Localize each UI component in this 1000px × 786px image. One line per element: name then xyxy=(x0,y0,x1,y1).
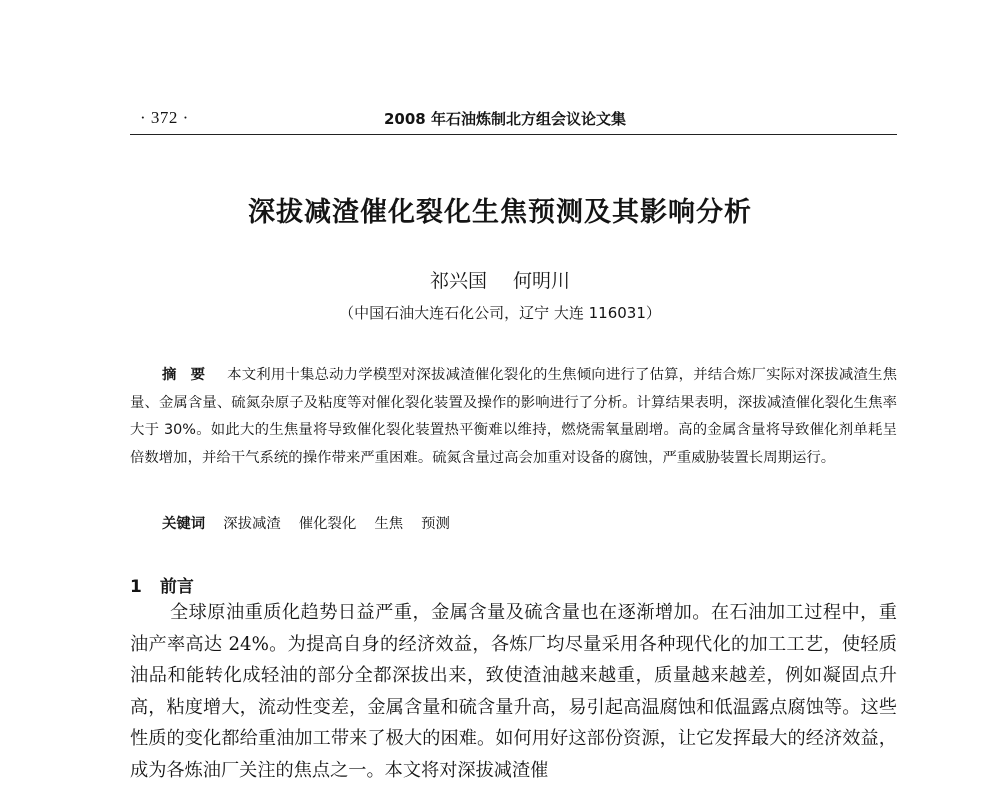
authors xyxy=(0,266,1000,293)
keyword: 深拔减渣 xyxy=(223,516,281,532)
author-name: 祁兴国 xyxy=(429,270,487,292)
keyword: 预测 xyxy=(421,516,450,532)
section-body-text: 全球原油重质化趋势日益严重，金属含量及硫含量也在逐渐增加。在石油加工过程中，重油产率高达 24%。为提高自身的经济效益，各炼厂均尽量采用各种现代化的加工工艺，使轻质油品和能转化成轻油的部分全都深拔出来，致使渣油越来越重，质量越来越差，例如凝固点升高，粘度增大，流动性变差，金属含量和硫含量升高，易引起高温腐蚀和低温露点腐蚀等。这些性质的变化都给重油加工带来了极大的困难。如何用好这部份资源，让它发挥最大的经济效益，成为各炼油厂关注的焦点之一。本文将对深拔减渣催 xyxy=(130,602,897,781)
keyword: 生焦 xyxy=(374,516,404,532)
keyword: 催化裂化 xyxy=(298,516,357,532)
page-number: · 372 · xyxy=(140,108,189,127)
abstract xyxy=(130,362,897,472)
author-name: 何明川 xyxy=(513,270,571,292)
article-title: 深拔减渣催化裂化生焦预测及其影响分析 xyxy=(248,197,752,228)
section-title: 前言 xyxy=(159,577,194,597)
section-heading xyxy=(130,572,194,597)
abstract-text: 本文利用十集总动力学模型对深拔减渣催化裂化的生焦倾向进行了估算，并结合炼厂实际对深拔减渣生焦量、金属含量、硫氮杂原子及粘度等对催化裂化装置及操作的影响进行了分析。计算结果表明，深拔减渣催化裂化生焦率大于 30%。如此大的生焦量将导致催化裂化装置热平衡难以维持，燃烧需氧量剧增。高的金属含量将导致催化剂单耗呈倍数增加，并给干气系统的操作带来严重困难。硫氮含量过高会加重对设备的腐蚀，严重威胁装置长周期运行。 xyxy=(130,367,897,466)
section-number: 1 xyxy=(130,577,142,597)
header-rule xyxy=(130,134,897,135)
running-head: 2008 年石油炼制北方组会议论文集 xyxy=(384,110,626,128)
keywords xyxy=(162,512,450,533)
abstract-label: 摘要 xyxy=(162,367,220,383)
affiliation: （中国石油大连石化公司，辽宁 大连 116031） xyxy=(339,304,661,322)
keywords-label: 关键词 xyxy=(162,516,206,532)
